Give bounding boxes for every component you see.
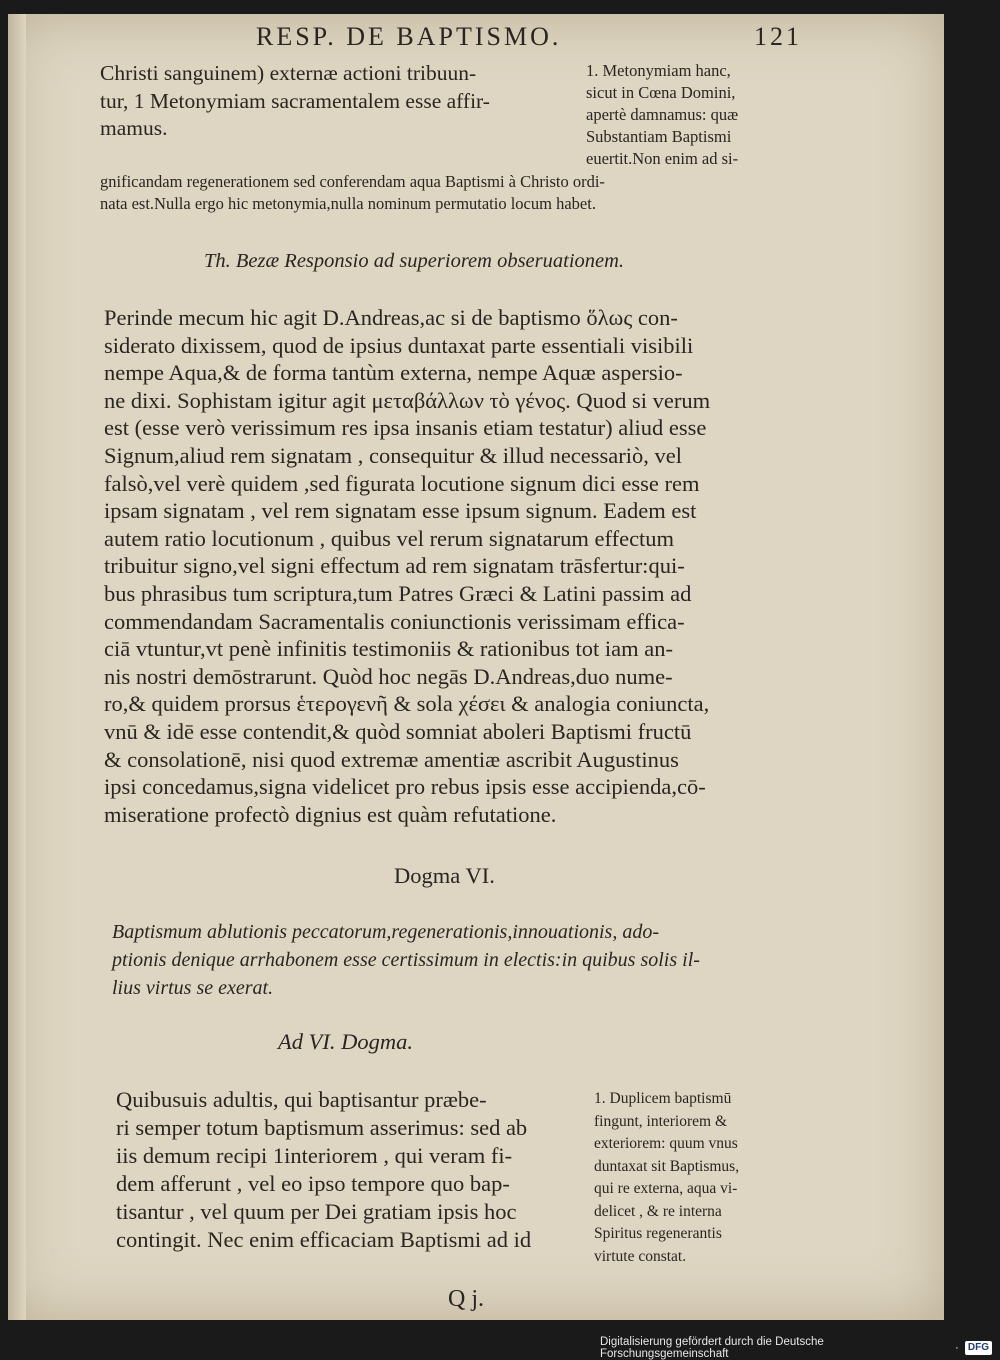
note-line: euertit.Non enim ad si- — [586, 149, 739, 168]
note-line: 1. Metonymiam hanc, — [586, 61, 731, 80]
text-line: Perinde mecum hic agit D.Andreas,ac si de baptismo ὅλως con- — [104, 305, 678, 330]
text-line: tribuitur signo,vel signi effectum ad rem signatam trāsfertur:qui- — [104, 553, 685, 579]
text-line: ipsi concedamus,signa videlicet pro rebus ipsis esse accipienda,cō- — [104, 774, 706, 800]
note-line: Spiritus regenerantis — [594, 1225, 722, 1242]
note-line: fingunt, interiorem & — [594, 1112, 728, 1130]
text-line: nempe Aqua,& de forma tantùm externa, nempe Aquæ aspersio- — [104, 360, 683, 386]
text-line: lius virtus se exerat. — [112, 977, 274, 999]
text-line: ro,& quidem prorsus ἑτερογενῆ & sola χέσει & analogia coniuncta, — [104, 691, 710, 717]
text-line: Baptismum ablutionis peccatorum,regenerationis,innouationis, ado- — [112, 921, 660, 943]
marginal-note-top — [586, 60, 738, 170]
footer-credit: Digitalisierung gefördert durch die Deutsche Forschungsgemeinschaft — [600, 1336, 824, 1360]
text-line: vnū & idē esse contendit,& quòd somniat aboleri Baptismi fructū — [104, 718, 692, 744]
text-line: Quibusuis adultis, qui baptisantur præbe- — [116, 1087, 487, 1112]
note-line: sicut in Cœna Domini, — [586, 83, 736, 102]
note-line: nata est.Nulla ergo hic metonymia,nulla nominum permutatio locum habet. — [100, 194, 596, 213]
text-line: & consolationē, nisi quod extremæ amentiæ ascribit Augustinus — [104, 746, 679, 772]
note-line: Substantiam Baptismi — [586, 127, 732, 146]
text-line: Signum,aliud rem signatam , consequitur & illud necessariò, vel — [104, 442, 683, 468]
text-line: Christi sanguinem) externæ actioni tribuun- — [100, 61, 477, 85]
ad-text-block — [116, 1086, 531, 1254]
note-line: virtute constat. — [594, 1247, 687, 1265]
signature-mark: Q j. — [448, 1286, 484, 1312]
section-heading: Th. Bezæ Responsio ad superiorem obseruationem. — [204, 250, 625, 272]
text-line: ciā vtuntur,vt penè infinitis testimoniis & rationibus tot iam an- — [104, 636, 674, 662]
text-line: falsò,vel verè quidem ,sed figurata locutione signum dici esse rem — [104, 470, 700, 496]
note-line: delicet , & re interna — [594, 1202, 722, 1220]
text-line: dem afferunt , vel eo ipso tempore quo bap- — [116, 1171, 510, 1196]
running-title: RESP. DE BAPTISMO. — [256, 22, 562, 51]
text-line: miseratione profectò dignius est quàm refutatione. — [104, 801, 557, 827]
text-line: commendandam Sacramentalis coniunctionis verissimam effica- — [104, 608, 685, 634]
marginal-note-continuation — [100, 171, 605, 215]
note-line: duntaxat sit Baptismus, — [594, 1157, 740, 1175]
note-line: exteriorem: quum vnus — [594, 1135, 738, 1152]
text-line: bus phrasibus tum scriptura,tum Patres Græci & Latini passim ad — [104, 580, 692, 606]
text-line: est (esse verò verissimum res ipsa insanis etiam testatur) aliud esse — [104, 415, 707, 441]
text-line: ri semper totum baptismum asserimus: sed ab — [116, 1115, 528, 1140]
note-line: qui re externa, aqua vi- — [594, 1180, 738, 1197]
response-text-block — [104, 304, 710, 828]
ad-dogma-heading: Ad VI. Dogma. — [278, 1029, 413, 1054]
text-line: contingit. Nec enim efficaciam Baptismi ad id — [116, 1227, 532, 1252]
text-line: autem ratio locutionum , quibus vel rerum signatarum effectum — [104, 525, 675, 551]
book-page — [8, 14, 944, 1320]
note-line: 1. Duplicem baptismū — [594, 1090, 732, 1107]
text-line: iis demum recipi 1interiorem , qui veram fi- — [116, 1143, 513, 1168]
dfg-logo: DFG — [965, 1341, 992, 1355]
text-line: ne dixi. Sophistam igitur agit μεταβάλλων τὸ γένος. Quod si verum — [104, 387, 711, 413]
note-line: apertè damnamus: quæ — [586, 105, 739, 124]
page-number: 121 — [754, 22, 802, 51]
footer-separator: · — [955, 1342, 959, 1354]
text-line: nis nostri demōstrarunt. Quòd hoc negās D.Andreas,duo nume- — [104, 663, 673, 689]
text-line: mamus. — [100, 116, 168, 141]
text-line: tur, 1 Metonymiam sacramentalem esse affir- — [100, 88, 490, 113]
dogma-text-block — [112, 918, 700, 1002]
text-line: tisantur , vel quum per Dei gratiam ipsis hoc — [116, 1199, 517, 1224]
digitization-footer — [600, 1336, 992, 1360]
dogma-heading: Dogma VI. — [394, 863, 495, 888]
note-line: gnificandam regenerationem sed conferendam aqua Baptismi à Christo ordi- — [100, 172, 605, 191]
text-line: siderato dixissem, quod de ipsius duntaxat parte essentiali visibili — [104, 332, 694, 358]
top-text-block — [100, 60, 490, 143]
text-line: ptionis denique arrhabonem esse certissimum in electis:in quibus solis il- — [112, 949, 700, 971]
page-spine-shadow — [8, 14, 26, 1320]
text-line: ipsam signatam , vel rem signatam esse ipsum signum. Eadem est — [104, 498, 697, 524]
marginal-note-bottom — [594, 1088, 739, 1268]
